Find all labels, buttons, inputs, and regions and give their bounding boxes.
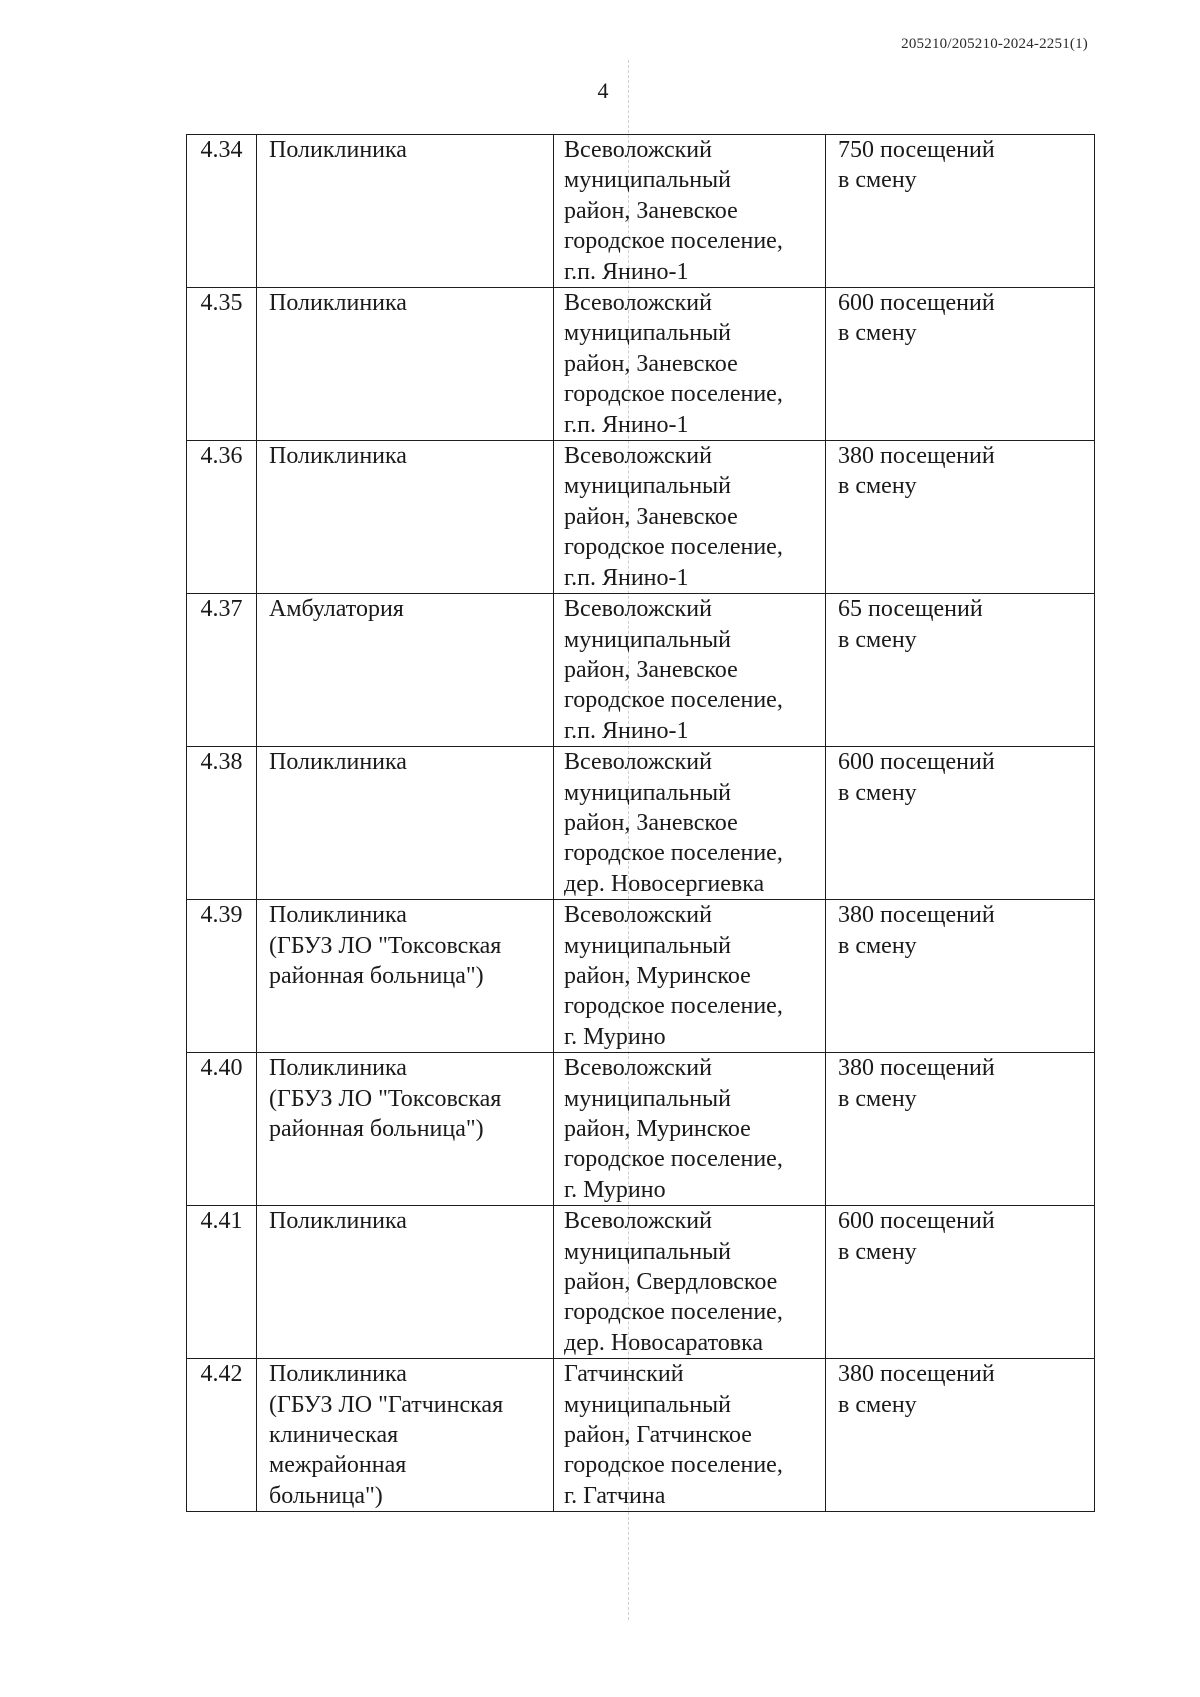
row-number <box>187 288 257 441</box>
row-number <box>187 594 257 747</box>
facility-name <box>257 594 554 747</box>
row-number <box>187 1206 257 1359</box>
row-number-text: 4.41 <box>200 1208 243 1235</box>
facility-capacity <box>826 1053 1095 1206</box>
row-number-text: 4.37 <box>200 596 243 623</box>
facility-location <box>554 900 826 1053</box>
facilities-table-body <box>187 135 1095 1512</box>
document-id: 205210/205210-2024-2251(1) <box>901 36 1088 52</box>
facility-capacity <box>826 1359 1095 1512</box>
facility-capacity-text: 600 посещений в смену <box>838 749 995 806</box>
row-number-text: 4.35 <box>200 290 243 317</box>
facility-capacity-text: 750 посещений в смену <box>838 137 995 194</box>
row-number-text: 4.36 <box>200 443 243 470</box>
facility-capacity-text: 380 посещений в смену <box>838 443 995 500</box>
facility-capacity <box>826 747 1095 900</box>
facility-location-text: Всеволожский муниципальный район, Муринское городское поселение, г. Мурино <box>564 1055 783 1203</box>
facility-location-text: Всеволожский муниципальный район, Заневское городское поселение, г.п. Янино-1 <box>564 596 783 744</box>
facility-name <box>257 1359 554 1512</box>
row-number <box>187 747 257 900</box>
facilities-table <box>186 134 1095 1512</box>
table-row <box>187 441 1095 594</box>
facility-name <box>257 135 554 288</box>
facility-name-text: Поликлиника (ГБУЗ ЛО "Токсовская районная больница") <box>269 1055 502 1142</box>
row-number-text: 4.40 <box>200 1055 243 1082</box>
facility-name-text: Поликлиника (ГБУЗ ЛО "Гатчинская клиническая межрайонная больница") <box>269 1361 504 1509</box>
table-row <box>187 1359 1095 1512</box>
row-number-text: 4.38 <box>200 749 243 776</box>
facility-name <box>257 1206 554 1359</box>
facility-name-text: Поликлиника <box>269 1208 407 1235</box>
facility-location <box>554 441 826 594</box>
facility-location <box>554 747 826 900</box>
row-number-text: 4.42 <box>200 1361 243 1388</box>
facility-location <box>554 288 826 441</box>
facility-name <box>257 288 554 441</box>
row-number <box>187 1359 257 1512</box>
facility-capacity-text: 600 посещений в смену <box>838 1208 995 1265</box>
table-row <box>187 135 1095 288</box>
facility-capacity-text: 600 посещений в смену <box>838 290 995 347</box>
facility-location-text: Всеволожский муниципальный район, Заневское городское поселение, дер. Новосергиевка <box>564 749 783 897</box>
table-row <box>187 288 1095 441</box>
facility-capacity <box>826 594 1095 747</box>
table-row <box>187 747 1095 900</box>
facility-name-text: Поликлиника <box>269 749 407 776</box>
facility-capacity-text: 65 посещений в смену <box>838 596 983 653</box>
facility-name <box>257 441 554 594</box>
facility-location-text: Всеволожский муниципальный район, Заневское городское поселение, г.п. Янино-1 <box>564 137 783 285</box>
facility-capacity-text: 380 посещений в смену <box>838 1055 995 1112</box>
facility-location-text: Всеволожский муниципальный район, Заневское городское поселение, г.п. Янино-1 <box>564 290 783 438</box>
facility-capacity-text: 380 посещений в смену <box>838 1361 995 1418</box>
facility-name-text: Поликлиника <box>269 137 407 163</box>
row-number <box>187 441 257 594</box>
facility-capacity <box>826 135 1095 288</box>
facility-location-text: Всеволожский муниципальный район, Заневское городское поселение, г.п. Янино-1 <box>564 443 783 591</box>
facility-location <box>554 1359 826 1512</box>
table-row <box>187 900 1095 1053</box>
facility-name <box>257 1053 554 1206</box>
facility-name-text: Поликлиника (ГБУЗ ЛО "Токсовская районная больница") <box>269 902 502 989</box>
row-number <box>187 135 257 288</box>
facility-name <box>257 747 554 900</box>
facility-location <box>554 1053 826 1206</box>
facility-capacity-text: 380 посещений в смену <box>838 902 995 959</box>
row-number <box>187 900 257 1053</box>
facility-name <box>257 900 554 1053</box>
facility-name-text: Поликлиника <box>269 290 407 317</box>
facility-capacity <box>826 441 1095 594</box>
facility-location-text: Всеволожский муниципальный район, Муринское городское поселение, г. Мурино <box>564 902 783 1050</box>
table-row <box>187 1206 1095 1359</box>
facility-location <box>554 594 826 747</box>
facility-location-text: Гатчинский муниципальный район, Гатчинское городское поселение, г. Гатчина <box>564 1361 783 1509</box>
facility-name-text: Амбулатория <box>269 596 404 623</box>
row-number-text: 4.34 <box>200 137 243 163</box>
row-number-text: 4.39 <box>200 902 243 929</box>
facility-capacity <box>826 1206 1095 1359</box>
page-number: 4 <box>597 78 609 103</box>
facility-location <box>554 135 826 288</box>
facility-location <box>554 1206 826 1359</box>
table-row <box>187 594 1095 747</box>
facility-name-text: Поликлиника <box>269 443 407 470</box>
row-number <box>187 1053 257 1206</box>
facility-location-text: Всеволожский муниципальный район, Свердловское городское поселение, дер. Новосаратовка <box>564 1208 783 1356</box>
facility-capacity <box>826 900 1095 1053</box>
table-row <box>187 1053 1095 1206</box>
facility-capacity <box>826 288 1095 441</box>
